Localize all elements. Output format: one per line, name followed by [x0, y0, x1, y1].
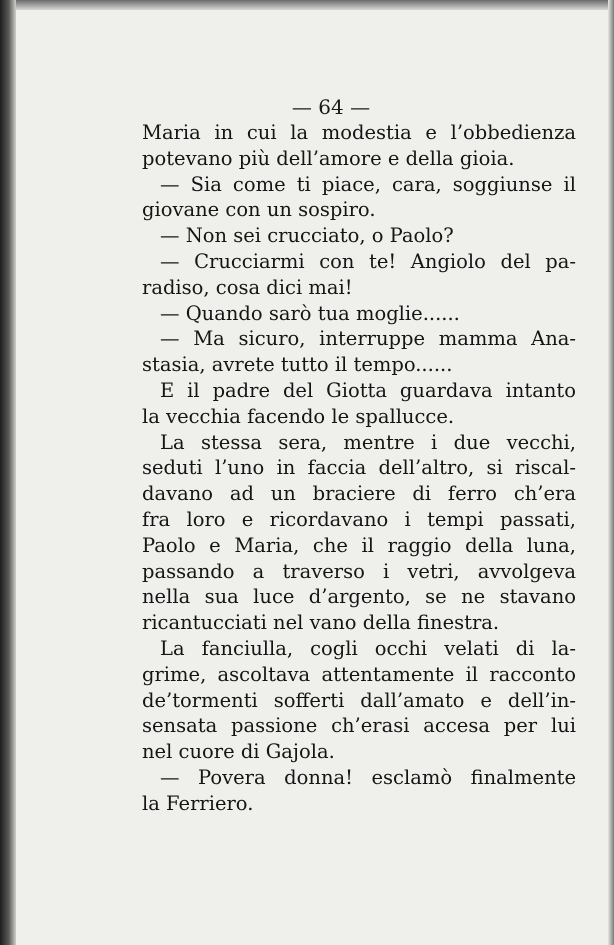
text-line: La fanciulla, cogli occhi velati di la- [160, 636, 576, 660]
text-line: — Ma sicuro, interruppe mamma Ana- [160, 327, 576, 351]
text-line: radiso, cosa dici mai! [142, 275, 353, 299]
text-line: passando a traverso i vetri, avvolgeva [142, 559, 576, 583]
text-line: stasia, avrete tutto il tempo...... [142, 353, 453, 377]
book-spine-shadow [0, 0, 16, 945]
text-line: — Sia come ti piace, cara, soggiunse il [160, 172, 576, 196]
text-line: Maria in cui la modestia e l’obbedienza [142, 121, 576, 144]
text-line: de’tormenti sofferti dall’amato e dell’in- [142, 688, 576, 712]
text-line: seduti l’uno in faccia dell’altro, si riscal- [142, 456, 576, 480]
text-line: grime, ascoltava attentamente il racconto [142, 662, 576, 686]
text-line: la vecchia facendo le spallucce. [142, 404, 455, 428]
text-line: La stessa sera, mentre i due vecchi, [160, 430, 576, 454]
text-line: — Non sei crucciato, o Paolo? [160, 224, 454, 248]
text-line: E il padre del Giotta guardava intanto [160, 378, 576, 402]
text-line: — Crucciarmi con te! Angiolo del pa- [160, 249, 576, 273]
text-line: — Quando sarò tua moglie...... [160, 301, 460, 325]
text-line: la Ferriero. [142, 791, 254, 815]
text-line: davano ad un braciere di ferro ch’era [142, 482, 576, 506]
text-line: potevano più dell’amore e della gioia. [142, 146, 515, 170]
text-line: sensata passione ch’erasi accesa per lui [142, 714, 576, 738]
text-line: nella sua luce d’argento, se ne stavano [142, 585, 576, 609]
body-text [142, 120, 576, 817]
text-line: — Povera donna! esclamò finalmente [160, 765, 576, 789]
text-line: giovane con un sospiro. [142, 198, 376, 222]
page-right-edge [608, 0, 614, 945]
text-line: fra loro e ricordavano i tempi passati, [142, 507, 576, 531]
text-line: ricantucciati nel vano della finestra. [142, 611, 500, 635]
page-number: — 64 — [291, 95, 371, 119]
page-top-shadow [0, 0, 614, 10]
text-line: nel cuore di Gajola. [142, 740, 335, 764]
text-line: Paolo e Maria, che il raggio della luna, [142, 533, 576, 557]
